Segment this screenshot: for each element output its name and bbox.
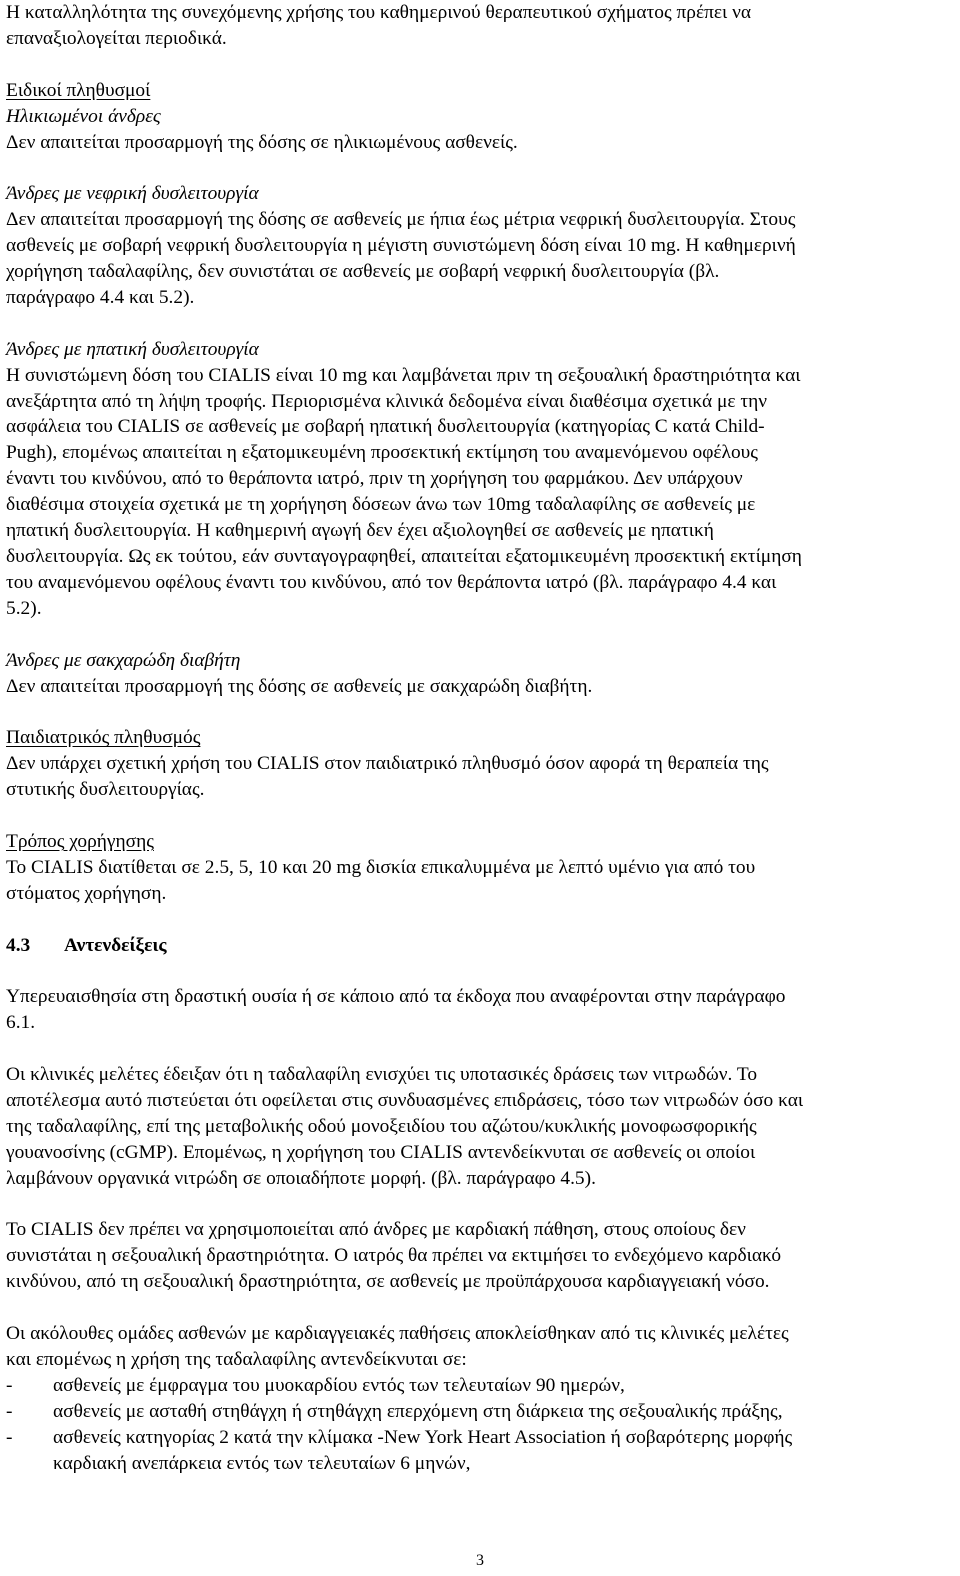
excluded-groups-paragraph [6,1321,952,1373]
bullet-text: ασθενείς με έμφραγμα του μυοκαρδίου εντός των τελευταίων 90 ημερών, [53,1374,625,1396]
text-line: Η καταλληλότητα της συνεχόμενης χρήσης του καθημερινού θεραπευτικού σχήματος πρέπει να [6,2,752,23]
document-page [6,0,952,1476]
contraindication-paragraph [6,984,952,1036]
section-title: Αντενδείξεις [64,934,167,956]
text-line: ηπατική δυσλειτουργία. Η καθημερινή αγωγή δεν έχει αξιολογηθεί σε ασθενείς με ηπατική [6,520,714,542]
bullet-text: ασθενείς κατηγορίας 2 κατά την κλίμακα -New York Heart Association ή σοβαρότερης μορφής [53,1426,793,1448]
special-populations-title: Ειδικοί πληθυσμοί [6,79,151,101]
list-item [6,1399,952,1425]
bullet-text: καρδιακή ανεπάρκεια εντός των τελευταίων 6 μηνών, [53,1452,471,1474]
text-line: Pugh), επομένως απαιτείται η εξατομικευμένη προσεκτική εκτίμηση του αναμενόμενου οφέλους [6,442,758,464]
text-line: συνιστάται η σεξουαλική δραστηριότητα. Ο ιατρός θα πρέπει να εκτιμήσει το ενδεχόμενο καρδιακό [6,1245,782,1267]
section-heading [6,933,952,959]
text-line: στυτικής δυσλειτουργίας. [6,779,205,801]
text-line: Το CIALIS διατίθεται σε 2.5, 5, 10 και 20 mg δισκία επικαλυμμένα με λεπτό υμένιο για από του [6,856,756,878]
list-item [6,1425,952,1451]
text-line: 6.1. [6,1012,36,1034]
nitrates-paragraph [6,1062,952,1192]
bullet-dash: - [6,1374,13,1396]
text-line: Υπερευαισθησία στη δραστική ουσία ή σε κάποιο από τα έκδοχα που αναφέρονται στην παράγραφο [6,986,786,1008]
text-line: αποτέλεσμα αυτό πιστεύεται ότι οφείλεται στις συνδυασμένες επιδράσεις, τόσο των νιτρωδών όσο και [6,1089,804,1111]
cardiac-paragraph [6,1217,952,1295]
text-line: ασθενείς με σοβαρή νεφρική δυσλειτουργία η μέγιστη συνιστώμενη δόση είναι 10 mg. Η καθημερινή [6,235,796,257]
elderly-title: Ηλικιωμένοι άνδρες [6,105,161,127]
hepatic-title: Άνδρες με ηπατική δυσλειτουργία [6,338,259,360]
diabetes-title: Άνδρες με σακχαρώδη διαβήτη [6,649,241,671]
page-number: 3 [476,1552,484,1569]
text-line: παράγραφο 4.4 και 5.2). [6,286,195,308]
text-line: Το CIALIS δεν πρέπει να χρησιμοποιείται από άνδρες με καρδιακή πάθηση, στους οποίους δεν [6,1219,746,1241]
pediatric-block [6,725,952,803]
special-populations-block [6,78,952,156]
text-line: της ταδαλαφίλης, επί της μεταβολικής οδού μονοξειδίου του αζώτου/κυκλικής μονοφωσφορικής [6,1115,757,1137]
text-line: χορήγηση ταδαλαφίλης, δεν συνιστάται σε ασθενείς με σοβαρή νεφρική δυσλειτουργία (βλ. [6,261,720,283]
text-line: του αναμενόμενου οφέλους έναντι του κινδύνου, από τον θεράποντα ιατρό (βλ. παράγραφο 4.4 και [6,571,777,593]
text-line: διαθέσιμα στοιχεία σχετικά με τη χορήγηση δόσεων άνω των 10mg ταδαλαφίλης σε ασθενείς με [6,494,756,516]
text-line: δυσλειτουργία. Ως εκ τούτου, εάν συνταγογραφηθεί, απαιτείται εξατομικευμένη προσεκτική εκτίμηση [6,545,802,567]
text-line: ασφάλεια του CIALIS σε ασθενείς με σοβαρή ηπατική δυσλειτουργία (κατηγορίας C κατά Child- [6,416,765,438]
text-line: Οι κλινικές μελέτες έδειξαν ότι η ταδαλαφίλη ενισχύει τις υποτασικές δράσεις των νιτρωδών. Το [6,1064,758,1086]
bullet-dash: - [6,1426,13,1448]
administration-title: Τρόπος χορήγησης [6,830,154,852]
administration-block [6,829,952,907]
text-line: στόματος χορήγηση. [6,882,167,904]
elderly-text: Δεν απαιτείται προσαρμογή της δόσης σε ηλικιωμένους ασθενείς. [6,131,518,153]
text-line: λαμβάνουν οργανικά νιτρώδη σε οποιαδήποτε μορφή. (βλ. παράγραφο 4.5). [6,1167,596,1189]
text-line: Η συνιστώμενη δόση του CIALIS είναι 10 mg και λαμβάνεται πριν τη σεξουαλική δραστηριότητα και [6,364,801,386]
bullet-dash: - [6,1400,13,1422]
text-line: Οι ακόλουθες ομάδες ασθενών με καρδιαγγειακές παθήσεις αποκλείσθηκαν από τις κλινικές μελέτες [6,1323,789,1345]
diabetes-block [6,648,952,700]
section-number: 4.3 [6,934,31,956]
text-line: κινδύνου, από τη σεξουαλική δραστηριότητα, σε ασθενείς με προϋπάρχουσα καρδιαγγειακή νόσο. [6,1271,770,1293]
text-line: έναντι του κινδύνου, από το θεράποντα ιατρό, πριν τη χορήγηση του φαρμάκου. Δεν υπάρχουν [6,468,743,490]
text-line: Δεν απαιτείται προσαρμογή της δόσης σε ασθενείς με ήπια έως μέτρια νεφρική δυσλειτουργία. Στους [6,209,796,231]
intro-paragraph [6,0,952,52]
text-line: ανεξάρτητα από τη λήψη τροφής. Περιορισμένα κλινικά δεδομένα είναι διαθέσιμα σχετικά με την [6,390,768,412]
hepatic-block [6,337,952,622]
renal-title: Άνδρες με νεφρική δυσλειτουργία [6,183,259,205]
text-line: επαναξιολογείται περιοδικά. [6,27,227,49]
list-item [6,1373,952,1399]
renal-block [6,181,952,311]
list-item-continuation [6,1451,952,1477]
bullet-list [6,1373,952,1477]
bullet-text: ασθενείς με ασταθή στηθάγχη ή στηθάγχη επερχόμενη στη διάρκεια της σεξουαλικής πράξης, [53,1400,783,1422]
diabetes-text: Δεν απαιτείται προσαρμογή της δόσης σε ασθενείς με σακχαρώδη διαβήτη. [6,675,593,697]
text-line: Δεν υπάρχει σχετική χρήση του CIALIS στον παιδιατρικό πληθυσμό όσον αφορά τη θεραπεία της [6,753,769,775]
pediatric-title: Παιδιατρικός πληθυσμός [6,727,201,749]
text-line: και επομένως η χρήση της ταδαλαφίλης αντενδείκνυται σε: [6,1348,467,1370]
text-line: 5.2). [6,597,42,619]
text-line: γουανοσίνης (cGMP). Επομένως, η χορήγηση του CIALIS αντενδείκνυται σε ασθενείς οι οποίοι [6,1141,756,1163]
